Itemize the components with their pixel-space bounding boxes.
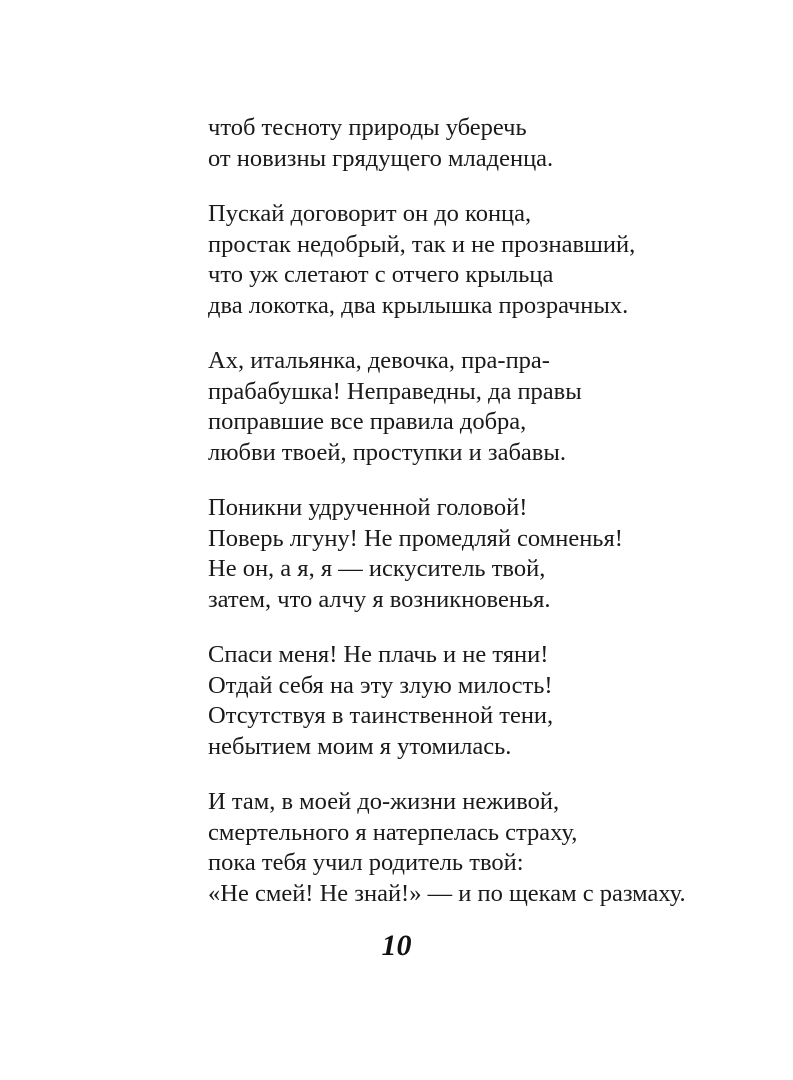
poem-line: простак недобрый, так и не прознавший, xyxy=(208,230,636,258)
poem-line: чтоб тесноту природы уберечь xyxy=(208,114,527,141)
stanza-6 xyxy=(208,787,768,909)
poem-line: прабабушка! Неправедны, да правы xyxy=(208,377,582,405)
poem-line: И там, в моей до-жизни неживой, xyxy=(208,788,560,815)
stanza-5 xyxy=(208,640,768,762)
poem-line: Ах, итальянка, девочка, пра-пра- xyxy=(208,347,550,374)
poem-line: «Не смей! Не знай!» — и по щекам с размаху. xyxy=(208,879,686,907)
poem-line: Отдай себя на эту злую милость! xyxy=(208,671,553,699)
poem-line: что уж слетают с отчего крыльца xyxy=(208,261,554,288)
poem-line: Поникни удрученной головой! xyxy=(208,494,528,521)
poem-line: от новизны грядущего младенца. xyxy=(208,144,554,172)
poem-line: Не он, а я, я — искуситель твой, xyxy=(208,555,546,582)
poem-line: небытием моим я утомилась. xyxy=(208,732,512,760)
page-number: 10 xyxy=(381,929,412,962)
poem-line: Поверь лгуну! Не промедляй сомненья! xyxy=(208,524,623,552)
poem-text xyxy=(208,113,768,934)
poem-line: два локотка, два крылышка прозрачных. xyxy=(208,291,629,319)
poem-line: смертельного я натерпелась страху, xyxy=(208,818,578,846)
poem-line: Отсутствуя в таинственной тени, xyxy=(208,702,554,729)
poem-line: затем, что алчу я возникновенья. xyxy=(208,585,551,613)
poem-line: пока тебя учил родитель твой: xyxy=(208,849,524,876)
poem-line: любви твоей, проступки и забавы. xyxy=(208,438,566,466)
poem-line: Пускай договорит он до конца, xyxy=(208,200,532,227)
stanza-3 xyxy=(208,346,768,468)
stanza-4 xyxy=(208,493,768,615)
poem-line: поправшие все правила добра, xyxy=(208,408,527,435)
poem-line: Спаси меня! Не плачь и не тяни! xyxy=(208,641,549,668)
stanza-1 xyxy=(208,113,768,174)
stanza-2 xyxy=(208,199,768,321)
